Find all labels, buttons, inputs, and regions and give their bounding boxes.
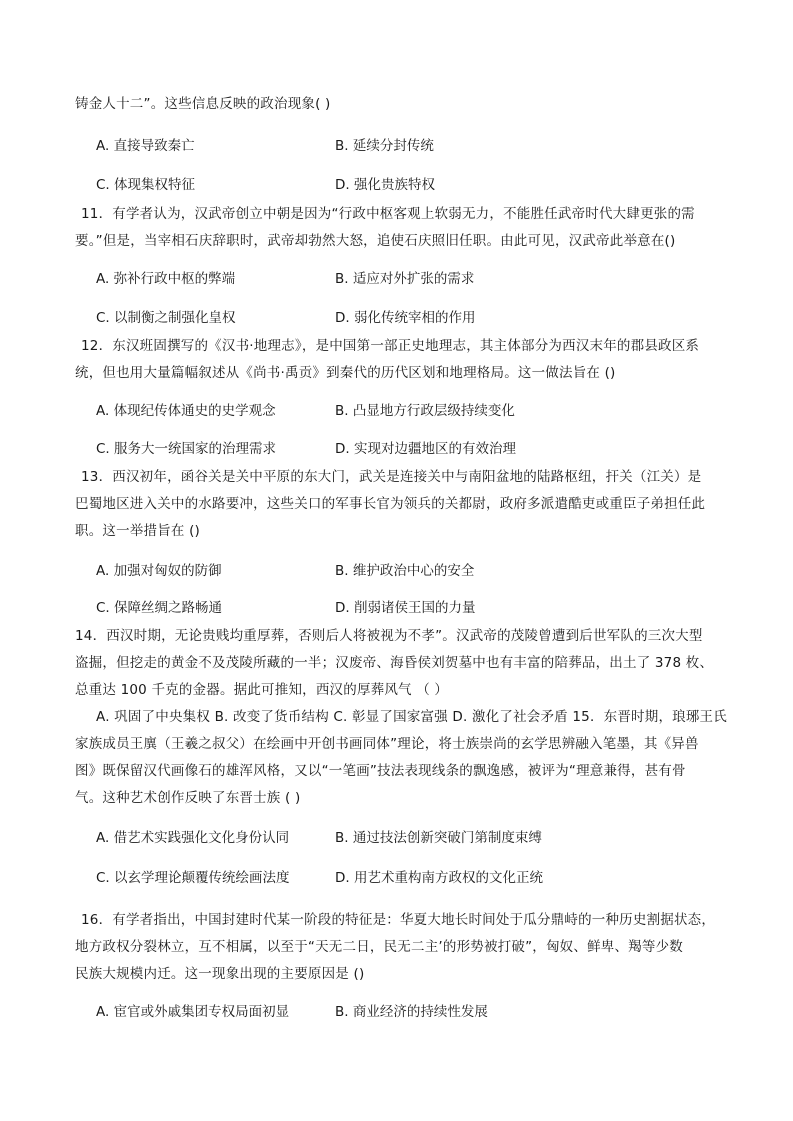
q10-option-c[interactable]: C. 体现集权特征 <box>96 177 196 193</box>
q15-stem-line3: 气。这种艺术创作反映了东晋士族 ( ) <box>75 790 301 806</box>
q11-option-b[interactable]: B. 适应对外扩张的需求 <box>335 271 475 287</box>
q13-option-a[interactable]: A. 加强对匈奴的防御 <box>96 563 222 579</box>
q13-stem-line1: 13．西汉初年，函谷关是关中平原的东大门，武关是连接关中与南阳盆地的陆路枢纽，扞关（江关）是 <box>81 469 702 485</box>
q10-stem-tail: 铸金人十二”。这些信息反映的政治现象( ) <box>75 96 331 112</box>
q11-option-d[interactable]: D. 弱化传统宰相的作用 <box>335 310 476 326</box>
q14-stem-line1: 14．西汉时期，无论贵贱均重厚葬，否则后人将被视为不孝”。汉武帝的茂陵曾遭到后世军队的三次大型 <box>75 628 703 644</box>
q11-option-c[interactable]: C. 以制衡之制强化皇权 <box>96 310 236 326</box>
q12-option-b[interactable]: B. 凸显地方行政层级持续变化 <box>335 403 515 419</box>
q13-stem-line3: 职。这一举措旨在 () <box>75 523 201 539</box>
q13-stem-line2: 巴蜀地区进入关中的水路要冲，这些关口的军事长官为领兵的关都尉，政府多派遣酷吏或重臣子弟担任此 <box>75 496 706 512</box>
q15-stem-line1: 家族成员王廙（王羲之叔父）在绘画中开创书画同体”理论，将士族崇尚的玄学思辨融入笔墨，其《异兽 <box>75 736 699 752</box>
q11-stem-line1: 11．有学者认为，汉武帝创立中朝是因为“行政中枢客观上软弱无力，不能胜任武帝时代大肆更张的需 <box>81 206 695 222</box>
q14-options-line[interactable]: A. 巩固了中央集权 B. 改变了货币结构 C. 彰显了国家富强 D. 激化了社会矛盾 15．东晋时期，琅琊王氏 <box>96 709 727 725</box>
q14-stem-line3: 总重达 100 千克的金器。据此可推知，西汉的厚葬风气 （ ） <box>75 682 449 698</box>
q12-stem-line2: 统，但也用大量篇幅叙述从《尚书·禹贡》到秦代的历代区划和地理格局。这一做法旨在 () <box>75 365 616 381</box>
q13-option-b[interactable]: B. 维护政治中心的安全 <box>335 563 475 579</box>
q16-stem-line1: 16．有学者指出，中国封建时代某一阶段的特征是：华夏大地长时间处于瓜分鼎峙的一种历史割据状态， <box>81 912 716 928</box>
q11-stem-line2: 要。”但是，当宰相石庆辞职时，武帝却勃然大怒，追使石庆照旧任职。由此可见，汉武帝此举意在() <box>75 233 676 249</box>
q12-stem-line1: 12．东汉班固撰写的《汉书·地理志》，是中国第一部正史地理志，其主体部分为西汉末年的郡县政区系 <box>81 338 700 354</box>
q11-option-a[interactable]: A. 弥补行政中枢的弊端 <box>96 271 236 287</box>
q10-option-d[interactable]: D. 强化贵族特权 <box>335 177 435 193</box>
q12-option-d[interactable]: D. 实现对边疆地区的有效治理 <box>335 441 516 457</box>
q10-option-a[interactable]: A. 直接导致秦亡 <box>96 138 195 154</box>
q15-option-b[interactable]: B. 通过技法创新突破门第制度束缚 <box>335 830 542 846</box>
q16-stem-line2: 地方政权分裂林立，互不相属，以至于“天无二日，民无二主’的形势被打破”，匈奴、鲜卑、羯等少数 <box>75 939 683 955</box>
q12-option-c[interactable]: C. 服务大一统国家的治理需求 <box>96 441 277 457</box>
q15-option-d[interactable]: D. 用艺术重构南方政权的文化正统 <box>335 870 543 886</box>
q13-option-c[interactable]: C. 保障丝绸之路畅通 <box>96 600 223 616</box>
q13-option-d[interactable]: D. 削弱诸侯王国的力量 <box>335 600 476 616</box>
q15-stem-line2: 图》既保留汉代画像石的雄浑风格，又以“一笔画”技法表现线条的飘逸感，被评为“理意兼得，甚有骨 <box>75 763 686 779</box>
q12-option-a[interactable]: A. 体现纪传体通史的史学观念 <box>96 403 276 419</box>
q15-option-a[interactable]: A. 借艺术实践强化文化身份认同 <box>96 830 290 846</box>
q16-option-a[interactable]: A. 宦官或外戚集团专权局面初显 <box>96 1004 290 1020</box>
q14-stem-line2: 盗掘，但挖走的黄金不及茂陵所藏的一半；汉废帝、海昏侯刘贺墓中也有丰富的陪葬品，出土了 378 枚、 <box>75 655 714 671</box>
q10-option-b[interactable]: B. 延续分封传统 <box>335 138 434 154</box>
q16-stem-line3: 民族大规模内迁。这一现象出现的主要原因是 () <box>75 966 365 982</box>
q15-option-c[interactable]: C. 以玄学理论颠覆传统绘画法度 <box>96 870 290 886</box>
q16-option-b[interactable]: B. 商业经济的持续性发展 <box>335 1004 488 1020</box>
